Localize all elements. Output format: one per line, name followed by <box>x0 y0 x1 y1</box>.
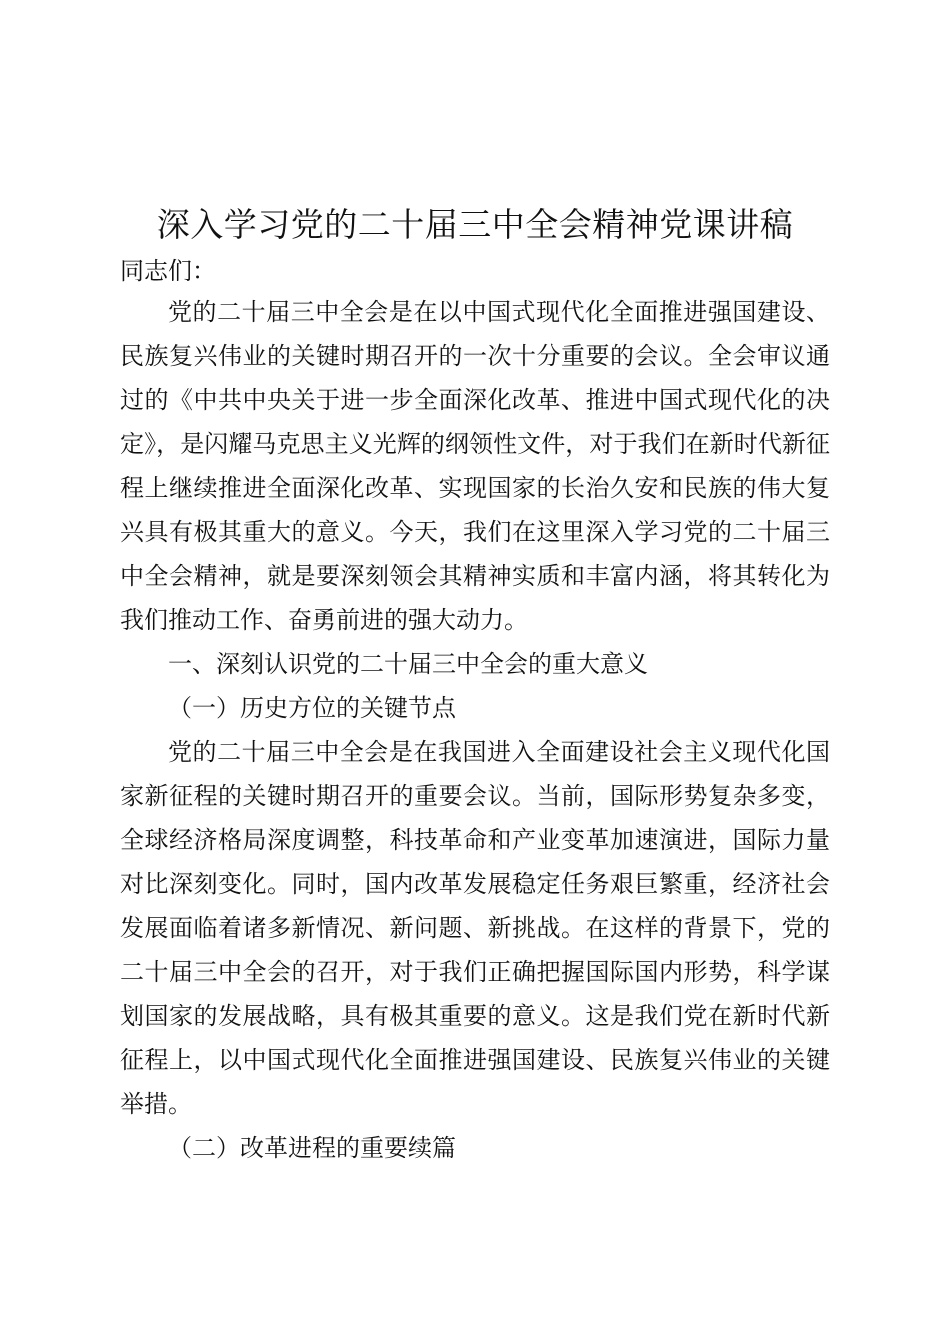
section-heading-1: 一、深刻认识党的二十届三中全会的重大意义 <box>168 650 648 678</box>
subsection-heading-1: （一）历史方位的关键节点 <box>168 694 456 722</box>
subsection-heading-2: （二）改革进程的重要续篇 <box>168 1134 456 1162</box>
document-body <box>120 290 830 1170</box>
paragraph-historical-position: 党的二十届三中全会是在我国进入全面建设社会主义现代化国家新征程的关键时期召开的重要会议。当前，国际形势复杂多变，全球经济格局深度调整，科技革命和产业变革加速演进，国际力量对比深刻变化。同时，国内改革发展稳定任务艰巨繁重，经济社会发展面临着诸多新情况、新问题、新挑战。在这样的背景下，党的二十届三中全会的召开，对于我们正确把握国际国内形势，科学谋划国家的发展战略，具有极其重要的意义。这是我们党在新时代新征程上，以中国式现代化全面推进强国建设、民族复兴伟业的关键举措。 <box>120 738 830 1118</box>
salutation: 同志们： <box>120 257 216 285</box>
document-title: 深入学习党的二十届三中全会精神党课讲稿 <box>156 205 794 244</box>
paragraph-intro: 党的二十届三中全会是在以中国式现代化全面推进强国建设、民族复兴伟业的关键时期召开的一次十分重要的会议。全会审议通过的《中共中央关于进一步全面深化改革、推进中国式现代化的决定》，是闪耀马克思主义光辉的纲领性文件，对于我们在新时代新征程上继续推进全面深化改革、实现国家的长治久安和民族的伟大复兴具有极其重大的意义。今天，我们在这里深入学习党的二十届三中全会精神，就是要深刻领会其精神实质和丰富内涵，将其转化为我们推动工作、奋勇前进的强大动力。 <box>120 298 830 634</box>
